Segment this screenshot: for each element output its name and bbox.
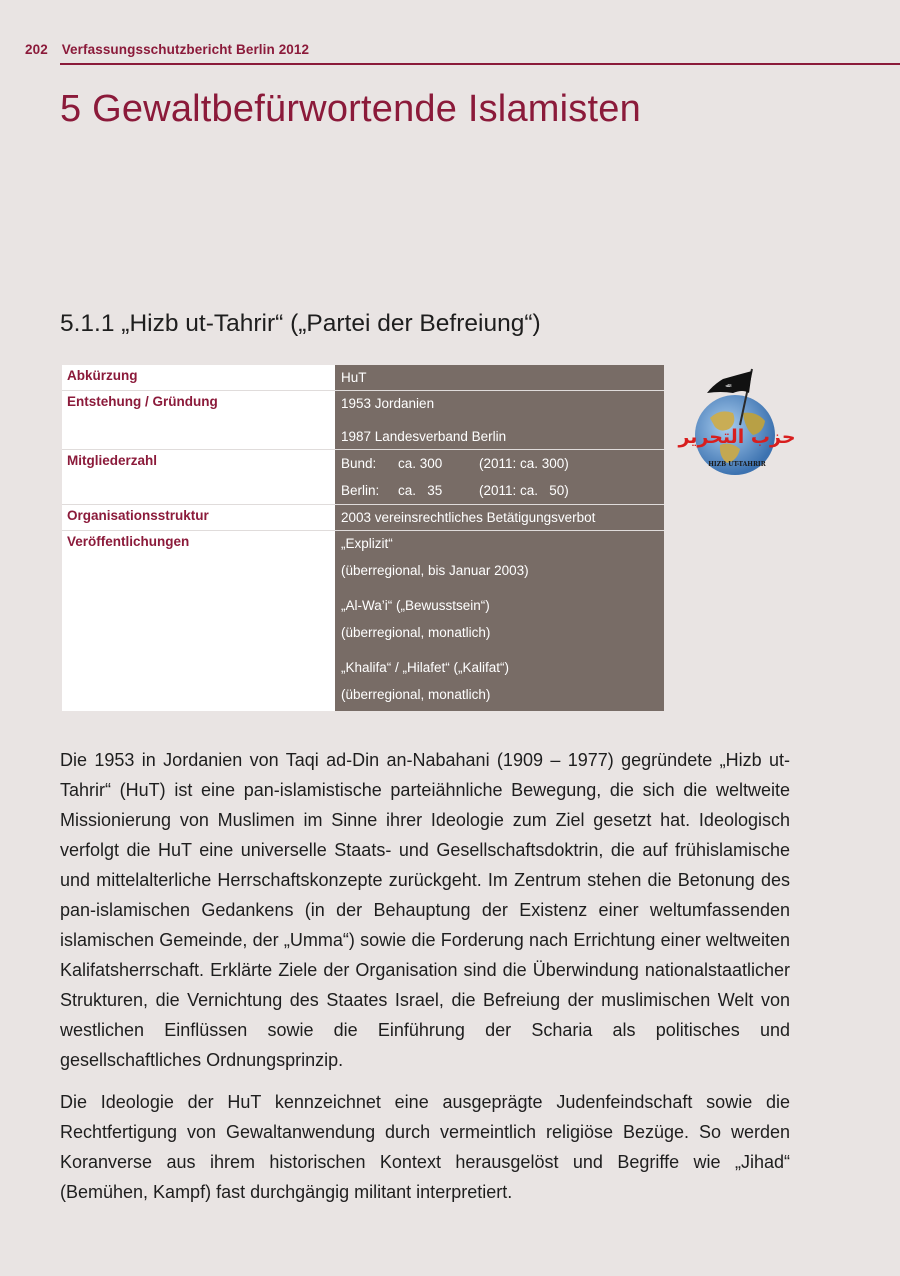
page-number: 202 [25, 42, 48, 57]
label-abkuerzung: Abkürzung [62, 365, 335, 391]
bund-prev: (2011: ca. 300) [479, 456, 569, 471]
section-title: 5.1.1 „Hizb ut-Tahrir“ („Partei der Befreiung“) [60, 310, 541, 337]
chapter-title: 5 Gewaltbefürwortende Islamisten [60, 88, 641, 130]
row-abkuerzung [62, 365, 664, 391]
pub-2-title: „Al-Wa’i“ („Bewusstsein“) [341, 598, 490, 613]
berlin-value: ca. 35 [398, 483, 443, 498]
pub-1-note: (überregional, bis Januar 2003) [341, 563, 529, 578]
value-entstehung [335, 391, 664, 450]
pub-3-title: „Khalifa“ / „Hilafet“ („Kalifat“) [341, 660, 510, 675]
running-title: Verfassungsschutzbericht Berlin 2012 [61, 42, 310, 57]
bund-label: Bund: [341, 456, 377, 471]
body-text [60, 745, 790, 1219]
stat-bund [341, 450, 658, 477]
pub-1-title: „Explizit“ [341, 536, 393, 551]
value-veroeffentlichungen [335, 531, 664, 712]
hizb-ut-tahrir-logo [678, 363, 796, 481]
label-entstehung: Entstehung / Gründung [62, 391, 335, 450]
row-entstehung [62, 391, 664, 450]
abkuerzung-value: HuT [341, 370, 367, 385]
header-rule [60, 63, 900, 65]
value-mitglieder [335, 450, 664, 505]
svg-text:ﷲ: ﷲ [725, 383, 729, 389]
row-veroeffentlichungen [62, 531, 664, 712]
row-mitglieder [62, 450, 664, 505]
row-organisation [62, 505, 664, 531]
label-organisation: Organisationsstruktur [62, 505, 335, 531]
label-veroeffentlichungen: Veröffentlichungen [62, 531, 335, 712]
fact-table [62, 365, 664, 711]
pub-2-note: (überregional, monatlich) [341, 625, 491, 640]
stat-berlin [341, 477, 658, 504]
berlin-label: Berlin: [341, 483, 380, 498]
bund-value: ca. 300 [398, 456, 443, 471]
paragraph-2: Die Ideologie der HuT kennzeichnet eine ausgeprägte Judenfeindschaft sowie die Rechtfertigung von Gewaltanwendung durch vermeintlich religiöse Bezüge. So werden Koranverse aus ihrem historischen Kontext herausgelöst und Begriffe wie „Jihad“ (Bemühen, Kampf) fast durchgängig militant interpretiert. [60, 1092, 790, 1202]
running-header [25, 42, 309, 57]
pub-3-note: (überregional, monatlich) [341, 687, 491, 702]
globe-flag-icon [678, 363, 796, 481]
value-abkuerzung [335, 365, 664, 391]
value-organisation [335, 505, 664, 531]
entstehung-line-1: 1953 Jordanien [341, 396, 435, 411]
label-mitglieder: Mitgliederzahl [62, 450, 335, 505]
logo-arabic-text: حزب التحرير [678, 426, 796, 448]
paragraph-1: Die 1953 in Jordanien von Taqi ad-Din an-Nabahani (1909 – 1977) gegründete „Hizb ut-Tahrir“ (HuT) ist eine pan-islamistische parteiähnliche Bewegung, die sich die weltweite Missionierung von Muslimen im Sinne ihrer Ideologie zum Ziel gesetzt hat. Ideologisch verfolgt die HuT eine universelle Staats- und Gesellschaftsdoktrin, die auf frühislamische und mittelalterliche Herrschaftskonzepte zurückgeht. Im Zentrum stehen die Betonung des pan-islamischen Gedankens (in der Behauptung der Existenz einer weltumfassenden islamischen Gemeinde, der „Umma“) sowie die Forderung nach Errichtung einer weltweiten Kalifatsherrschaft. Erklärte Ziele der Organisation sind die Überwindung nationalstaatlicher Strukturen, die Vernichtung des Staates Israel, die Befreiung der muslimischen Welt von westlichen Einflüssen sowie die Einführung der Scharia als politisches und gesellschaftliches Ordnungsprinzip. [60, 750, 790, 1070]
berlin-prev: (2011: ca. 50) [479, 483, 569, 498]
organisation-value: 2003 vereinsrechtliches Betätigungsverbot [341, 510, 596, 525]
logo-caption: HIZB UT-TAHRIR [708, 461, 766, 468]
entstehung-line-2: 1987 Landesverband Berlin [341, 429, 507, 444]
